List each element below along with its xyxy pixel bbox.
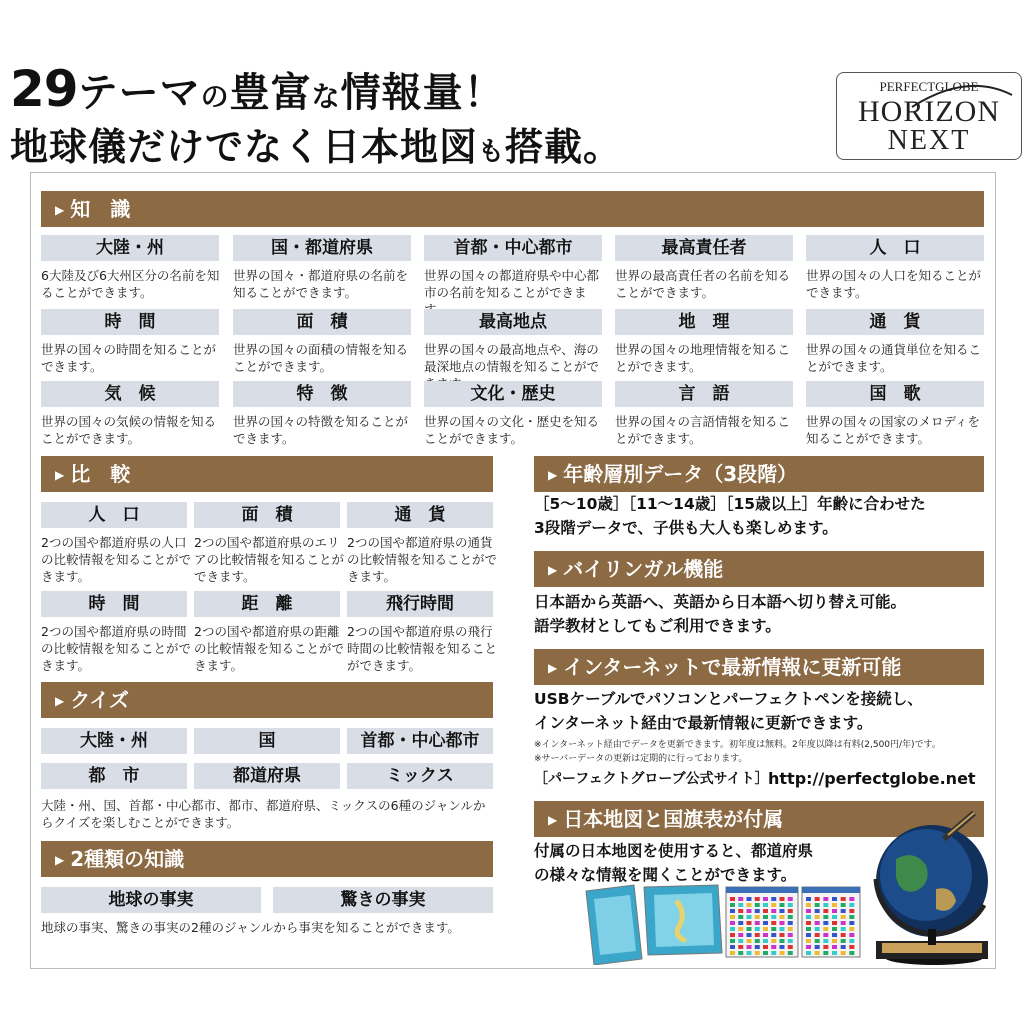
section-bar-age [534,456,984,492]
knowledge-label: 最高地点 [424,309,602,335]
headline-line-1 [10,60,505,118]
compare-label: 距 離 [194,591,340,617]
compare-description: 2つの国や都道府県の人口の比較情報を知ることができます。 [41,535,192,584]
section-title: バイリンガル機能 [563,557,724,581]
two-types-label: 地球の事実 [41,887,261,913]
knowledge-description: 世界の国々の言語情報を知ることができます。 [615,414,791,446]
headline-line-2 [10,116,622,171]
quiz-genre-label: 都道府県 [194,763,340,789]
section-bar-compare [41,456,493,492]
knowledge-label: 人 口 [806,235,984,261]
section-bar-bilingual [534,551,984,587]
quiz-genre-label: 都 市 [41,763,187,789]
knowledge-description: 世界の国々の文化・歴史を知ることができます。 [424,414,600,446]
knowledge-description: 世界の国々の面積の情報を知ることができます。 [233,342,409,374]
knowledge-label: 文化・歴史 [424,381,602,407]
compare-label: 通 貨 [347,502,493,528]
flag-chart-sheet-icon [726,887,860,957]
headline-text: も [478,137,506,167]
section-title: 知 識 [70,197,131,221]
brand-logo [836,72,1022,160]
section-title: クイズ [70,688,130,712]
triangle-icon: ▶ [55,468,65,482]
internet-line-1: USBケーブルでパソコンとパーフェクトペンを接続し、 [534,690,923,708]
quiz-genre-label: 大陸・州 [41,728,187,754]
knowledge-label: 気 候 [41,381,219,407]
compare-label: 時 間 [41,591,187,617]
triangle-icon: ▶ [548,813,558,827]
headline-text: 情報量！ [340,70,505,116]
theme-count: 29 [10,60,78,118]
two-types-description: 地球の事実、驚きの事実の2種のジャンルから事実を知ることができます。 [41,920,460,935]
age-line-1: ［5〜10歳］［11〜14歳］［15歳以上］年齢に合わせた [534,495,926,513]
knowledge-label: 時 間 [41,309,219,335]
age-line-2: 3段階データで、子供も大人も楽しめます。 [534,519,838,537]
japan-map-line-2: の様々な情報を聞くことができます。 [534,866,797,884]
knowledge-description: 世界の国々の時間を知ることができます。 [41,342,217,374]
section-bar-knowledge [41,191,984,227]
triangle-icon: ▶ [55,694,65,708]
site-label: ［パーフェクトグローブ公式サイト］ [534,771,769,787]
bilingual-line-2: 語学教材としてもご利用できます。 [534,617,781,635]
knowledge-label: 面 積 [233,309,411,335]
headline-text: 豊富 [229,70,312,116]
knowledge-description: 世界の最高責任者の名前を知ることができます。 [615,268,791,300]
triangle-icon: ▶ [55,203,65,217]
knowledge-label: 大陸・州 [41,235,219,261]
section-bar-quiz [41,682,493,718]
internet-line-2: インターネット経由で最新情報に更新できます。 [534,714,873,732]
globe-icon [876,813,988,965]
triangle-icon: ▶ [548,661,558,675]
compare-label: 人 口 [41,502,187,528]
logo-line-1: PERFECTGLOBE [879,79,979,94]
compare-description: 2つの国や都道府県の距離の比較情報を知ることができます。 [194,624,345,673]
internet-note-2: ※サーバーデータの更新は定期的に行っております。 [534,754,748,764]
knowledge-description: 世界の国々の都道府県や中心都市の名前を知ることができま [424,268,600,300]
logo-line-2: HORIZON [858,95,1000,128]
knowledge-label: 地 理 [615,309,793,335]
knowledge-description: 世界の国々の通貨単位を知ることができます。 [806,342,982,374]
headline-text: 搭載。 [505,125,623,169]
quiz-description: 大陸・州、国、首都・中心都市、都市、都道府県、ミックスの6種のジャンルからクイズを楽しむことができます。 [41,798,486,830]
knowledge-description: 世界の国々の気候の情報を知ることができます。 [41,414,217,446]
internet-note-1: ※インターネット経由でデータを更新できます。初年度は無料。2年度以降は有料(2,500円/年)です。 [534,740,941,750]
triangle-icon: ▶ [548,468,558,482]
orbit-swoosh-icon [907,77,1017,117]
compare-description: 2つの国や都道府県の飛行時間の比較情報を知ることができます。 [347,624,498,673]
knowledge-description: 世界の国々・都道府県の名前を知ることができます。 [233,268,409,300]
knowledge-description: 世界の国々の特徴を知ることができます。 [233,414,409,446]
headline-text: テーマ [77,70,201,116]
bilingual-line-1: 日本語から英語へ、英語から日本語へ切り替え可能。 [534,593,907,611]
knowledge-description: 世界の国々の国家のメロディを知ることができます。 [806,414,981,446]
knowledge-description: 6大陸及び6大州区分の名前を知ることができます。 [41,268,220,300]
compare-description: 2つの国や都道府県の通貨の比較情報を知ることができます。 [347,535,498,584]
knowledge-label: 首都・中心都市 [424,235,602,261]
section-bar-internet [534,649,984,685]
knowledge-label: 言 語 [615,381,793,407]
headline-text: な [311,80,341,113]
knowledge-label: 国 歌 [806,381,984,407]
knowledge-label: 特 徴 [233,381,411,407]
knowledge-label: 通 貨 [806,309,984,335]
compare-label: 面 積 [194,502,340,528]
section-title: 2種類の知識 [70,847,185,871]
quiz-genre-label: ミックス [347,763,493,789]
compare-description: 2つの国や都道府県の時間の比較情報を知ることができます。 [41,624,192,673]
section-bar-two-types [41,841,493,877]
compare-description: 2つの国や都道府県のエリアの比較情報を知ることができます。 [194,535,345,584]
compare-label: 飛行時間 [347,591,493,617]
site-url-link[interactable]: http://perfectglobe.net [768,769,976,788]
knowledge-description: 世界の国々の地理情報を知ることができます。 [615,342,791,374]
quiz-genre-label: 首都・中心都市 [347,728,493,754]
triangle-icon: ▶ [55,853,65,867]
feature-panel [30,172,996,969]
section-title: 年齢層別データ（3段階） [563,462,798,486]
section-title: 比 較 [70,462,131,486]
section-title: インターネットで最新情報に更新可能 [563,655,902,679]
headline-text: の [200,80,230,113]
triangle-icon: ▶ [548,563,558,577]
knowledge-description: 世界の国々の人口を知ることができます。 [806,268,982,300]
quiz-genre-label: 国 [194,728,340,754]
section-title: 日本地図と国旗表が付属 [563,807,784,831]
two-types-label: 驚きの事実 [273,887,493,913]
knowledge-label: 国・都道府県 [233,235,411,261]
knowledge-description: 世界の国々の最高地点や、海の最深地点の情報を知ることがで [424,342,600,374]
logo-line-3: NEXT [887,125,971,156]
knowledge-label: 最高責任者 [615,235,793,261]
japan-map-sheet-icon [586,885,722,965]
product-illustration [576,809,991,965]
headline-text: 地球儀だけでなく日本地図 [10,125,479,169]
japan-map-line-1: 付属の日本地図を使用すると、都道府県 [534,842,814,860]
